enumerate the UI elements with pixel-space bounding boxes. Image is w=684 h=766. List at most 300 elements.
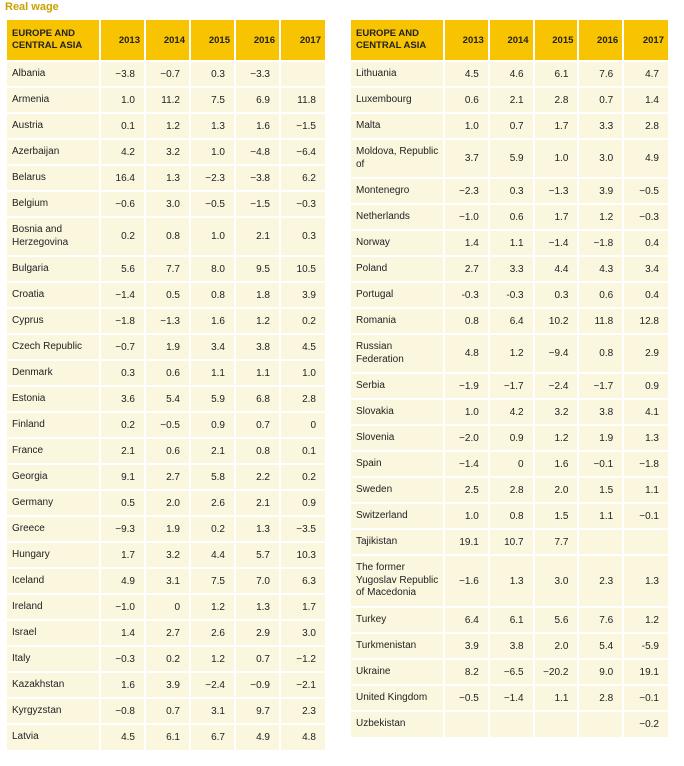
value-cell: 4.1 [623, 399, 668, 425]
value-cell: 2.1 [235, 217, 280, 256]
country-cell: Lithuania [351, 61, 444, 87]
value-cell: 9.1 [100, 464, 145, 490]
country-cell: Luxembourg [351, 87, 444, 113]
column-header-country: EUROPE AND CENTRAL ASIA [7, 20, 100, 61]
value-cell: 2.8 [489, 477, 534, 503]
table-row [7, 568, 325, 594]
value-cell: 6.4 [444, 607, 489, 633]
country-cell: Turkey [351, 607, 444, 633]
value-cell: 3.1 [145, 568, 190, 594]
value-cell: 1.0 [444, 113, 489, 139]
country-cell: Turkmenistan [351, 633, 444, 659]
country-cell: Hungary [7, 542, 100, 568]
country-cell: The former Yugoslav Republic of Macedonia [351, 555, 444, 607]
table-header-row [351, 20, 668, 61]
value-cell [623, 529, 668, 555]
country-cell: Slovakia [351, 399, 444, 425]
value-cell: 1.3 [190, 113, 235, 139]
value-cell: −0.8 [100, 698, 145, 724]
country-cell: Belgium [7, 191, 100, 217]
value-cell: 0.4 [623, 282, 668, 308]
table-row [7, 386, 325, 412]
value-cell: 7.7 [145, 256, 190, 282]
column-header-year: 2017 [280, 20, 325, 61]
country-cell: Latvia [7, 724, 100, 750]
country-cell: Moldova, Republic of [351, 139, 444, 178]
country-cell: Greece [7, 516, 100, 542]
value-cell: 1.5 [578, 477, 623, 503]
value-cell: 0.6 [145, 438, 190, 464]
value-cell: 1.0 [280, 360, 325, 386]
value-cell: 2.2 [235, 464, 280, 490]
value-cell: 3.9 [280, 282, 325, 308]
value-cell: 7.6 [578, 61, 623, 87]
value-cell: −0.7 [145, 61, 190, 87]
value-cell: 1.7 [100, 542, 145, 568]
value-cell: 2.1 [100, 438, 145, 464]
country-cell: Italy [7, 646, 100, 672]
country-cell: Austria [7, 113, 100, 139]
value-cell: 0.8 [190, 282, 235, 308]
table-row [7, 256, 325, 282]
value-cell: 2.6 [190, 620, 235, 646]
table-row [7, 334, 325, 360]
country-cell: Cyprus [7, 308, 100, 334]
value-cell: −1.3 [145, 308, 190, 334]
value-cell [578, 529, 623, 555]
value-cell: 1.3 [235, 594, 280, 620]
table-row [351, 425, 668, 451]
value-cell: 4.2 [489, 399, 534, 425]
value-cell: 0.6 [145, 360, 190, 386]
column-header-country: EUROPE AND CENTRAL ASIA [351, 20, 444, 61]
value-cell: 8.2 [444, 659, 489, 685]
country-cell: Bulgaria [7, 256, 100, 282]
table-row [7, 698, 325, 724]
value-cell: 11.8 [280, 87, 325, 113]
value-cell: 7.7 [534, 529, 579, 555]
value-cell: −6.4 [280, 139, 325, 165]
value-cell: 9.0 [578, 659, 623, 685]
value-cell [534, 711, 579, 737]
value-cell: 2.0 [534, 477, 579, 503]
table-row [7, 542, 325, 568]
value-cell: 0.7 [235, 646, 280, 672]
country-cell: Ukraine [351, 659, 444, 685]
value-cell: 0.8 [145, 217, 190, 256]
value-cell: 0.7 [578, 87, 623, 113]
table-row [351, 334, 668, 373]
value-cell: −6.5 [489, 659, 534, 685]
country-cell: Finland [7, 412, 100, 438]
value-cell: 0.3 [534, 282, 579, 308]
value-cell: 0.8 [235, 438, 280, 464]
value-cell: 4.9 [235, 724, 280, 750]
country-cell: Poland [351, 256, 444, 282]
value-cell: 0.2 [280, 308, 325, 334]
value-cell: 7.5 [190, 568, 235, 594]
value-cell: 3.0 [578, 139, 623, 178]
value-cell: 0.4 [623, 230, 668, 256]
country-cell: Romania [351, 308, 444, 334]
value-cell: 6.4 [489, 308, 534, 334]
value-cell: 4.5 [280, 334, 325, 360]
value-cell: 0 [280, 412, 325, 438]
value-cell: 3.3 [578, 113, 623, 139]
value-cell: 3.0 [145, 191, 190, 217]
real-wage-table-left [7, 20, 325, 750]
value-cell: −3.5 [280, 516, 325, 542]
value-cell: 5.7 [235, 542, 280, 568]
value-cell: 3.9 [145, 672, 190, 698]
table-row [351, 555, 668, 607]
value-cell: 1.3 [235, 516, 280, 542]
country-cell: Belarus [7, 165, 100, 191]
country-cell: Bosnia and Herzegovina [7, 217, 100, 256]
value-cell: −0.3 [280, 191, 325, 217]
value-cell: 3.9 [444, 633, 489, 659]
value-cell: 4.9 [100, 568, 145, 594]
value-cell: 2.1 [235, 490, 280, 516]
value-cell: 3.8 [578, 399, 623, 425]
value-cell: 1.2 [190, 594, 235, 620]
value-cell: 1.9 [145, 334, 190, 360]
country-cell: Malta [351, 113, 444, 139]
value-cell: −4.8 [235, 139, 280, 165]
value-cell: 4.9 [623, 139, 668, 178]
column-header-year: 2014 [489, 20, 534, 61]
column-header-year: 2013 [444, 20, 489, 61]
table-row [351, 282, 668, 308]
value-cell: 1.0 [444, 503, 489, 529]
value-cell: 5.8 [190, 464, 235, 490]
column-header-year: 2015 [190, 20, 235, 61]
value-cell: −1.3 [534, 178, 579, 204]
value-cell: −2.4 [190, 672, 235, 698]
value-cell: 2.8 [280, 386, 325, 412]
value-cell: 1.2 [623, 607, 668, 633]
value-cell: 2.7 [145, 620, 190, 646]
value-cell: 0.9 [623, 373, 668, 399]
column-header-year: 2016 [578, 20, 623, 61]
value-cell: −1.7 [578, 373, 623, 399]
value-cell: −1.0 [100, 594, 145, 620]
value-cell: 1.9 [145, 516, 190, 542]
table-row [351, 178, 668, 204]
table-row [7, 165, 325, 191]
table-row [7, 282, 325, 308]
value-cell: 2.9 [623, 334, 668, 373]
value-cell: 1.2 [578, 204, 623, 230]
value-cell: 2.5 [444, 477, 489, 503]
country-cell: Netherlands [351, 204, 444, 230]
value-cell: 1.0 [534, 139, 579, 178]
table-row [351, 685, 668, 711]
value-cell: 3.4 [190, 334, 235, 360]
value-cell: 1.0 [100, 87, 145, 113]
value-cell: −1.4 [100, 282, 145, 308]
value-cell: −0.1 [623, 503, 668, 529]
value-cell: -0.3 [489, 282, 534, 308]
value-cell: 5.9 [190, 386, 235, 412]
value-cell: −0.2 [623, 711, 668, 737]
value-cell: 2.1 [489, 87, 534, 113]
country-cell: Azerbaijan [7, 139, 100, 165]
value-cell: 1.6 [190, 308, 235, 334]
value-cell: −0.1 [578, 451, 623, 477]
value-cell: −1.5 [235, 191, 280, 217]
value-cell: 6.1 [145, 724, 190, 750]
country-cell: Croatia [7, 282, 100, 308]
value-cell: 0.6 [489, 204, 534, 230]
value-cell: 6.9 [235, 87, 280, 113]
value-cell: 0.8 [444, 308, 489, 334]
country-cell: Tajikistan [351, 529, 444, 555]
value-cell: 2.3 [578, 555, 623, 607]
country-cell: Montenegro [351, 178, 444, 204]
value-cell: 3.6 [100, 386, 145, 412]
value-cell: 0.9 [190, 412, 235, 438]
value-cell: 10.3 [280, 542, 325, 568]
value-cell: 1.1 [623, 477, 668, 503]
value-cell: 9.7 [235, 698, 280, 724]
table-row [7, 217, 325, 256]
value-cell: 7.0 [235, 568, 280, 594]
value-cell: 3.3 [489, 256, 534, 282]
value-cell: 1.2 [489, 334, 534, 373]
column-header-year: 2013 [100, 20, 145, 61]
value-cell: −1.6 [444, 555, 489, 607]
value-cell: 1.2 [190, 646, 235, 672]
value-cell: 1.0 [444, 399, 489, 425]
value-cell: 1.6 [100, 672, 145, 698]
country-cell: Albania [7, 61, 100, 87]
column-header-year: 2015 [534, 20, 579, 61]
value-cell: −0.6 [100, 191, 145, 217]
table-row [351, 204, 668, 230]
value-cell: 5.4 [578, 633, 623, 659]
value-cell: 0.8 [489, 503, 534, 529]
value-cell: 1.3 [489, 555, 534, 607]
table-row [351, 633, 668, 659]
value-cell: 7.6 [578, 607, 623, 633]
country-cell: Slovenia [351, 425, 444, 451]
value-cell: 0.7 [145, 698, 190, 724]
table-row [7, 516, 325, 542]
country-cell: Czech Republic [7, 334, 100, 360]
country-cell: Kazakhstan [7, 672, 100, 698]
value-cell: −0.7 [100, 334, 145, 360]
column-header-year: 2016 [235, 20, 280, 61]
table-row [351, 607, 668, 633]
value-cell: 1.1 [489, 230, 534, 256]
value-cell: −1.8 [623, 451, 668, 477]
value-cell: 0.2 [190, 516, 235, 542]
value-cell: 4.5 [100, 724, 145, 750]
value-cell: 0.8 [578, 334, 623, 373]
value-cell: 1.1 [578, 503, 623, 529]
value-cell: 1.4 [444, 230, 489, 256]
country-cell: Georgia [7, 464, 100, 490]
value-cell: 2.8 [623, 113, 668, 139]
value-cell: 4.4 [534, 256, 579, 282]
value-cell: 0.2 [145, 646, 190, 672]
country-cell: Switzerland [351, 503, 444, 529]
value-cell: −1.4 [444, 451, 489, 477]
value-cell: −3.8 [100, 61, 145, 87]
country-cell: Ireland [7, 594, 100, 620]
country-cell: Israel [7, 620, 100, 646]
value-cell: 0 [489, 451, 534, 477]
country-cell: Estonia [7, 386, 100, 412]
table-row [7, 87, 325, 113]
value-cell: 3.9 [578, 178, 623, 204]
table-body [351, 61, 668, 737]
value-cell: 0.5 [145, 282, 190, 308]
country-cell: Serbia [351, 373, 444, 399]
value-cell: 4.4 [190, 542, 235, 568]
value-cell: 2.1 [190, 438, 235, 464]
value-cell: 0.1 [280, 438, 325, 464]
value-cell: 0.2 [100, 412, 145, 438]
value-cell: 5.9 [489, 139, 534, 178]
value-cell: 2.7 [444, 256, 489, 282]
value-cell: 0.6 [444, 87, 489, 113]
value-cell: 5.4 [145, 386, 190, 412]
value-cell: 1.9 [578, 425, 623, 451]
table-row [351, 477, 668, 503]
value-cell: 4.5 [444, 61, 489, 87]
value-cell: −1.7 [489, 373, 534, 399]
value-cell: 4.3 [578, 256, 623, 282]
value-cell: 3.0 [534, 555, 579, 607]
table-row [7, 139, 325, 165]
country-cell: Norway [351, 230, 444, 256]
table-row [351, 113, 668, 139]
value-cell: −1.5 [280, 113, 325, 139]
value-cell: 0.3 [190, 61, 235, 87]
value-cell: 1.2 [145, 113, 190, 139]
country-cell: Kyrgyzstan [7, 698, 100, 724]
table-row [7, 61, 325, 87]
value-cell: 3.8 [489, 633, 534, 659]
value-cell: 3.0 [280, 620, 325, 646]
value-cell: 4.8 [280, 724, 325, 750]
value-cell: −0.3 [623, 204, 668, 230]
table-row [7, 672, 325, 698]
table-row [351, 399, 668, 425]
value-cell: −0.5 [190, 191, 235, 217]
value-cell: −20.2 [534, 659, 579, 685]
value-cell: −0.9 [235, 672, 280, 698]
value-cell: 0 [145, 594, 190, 620]
value-cell: 0.2 [280, 464, 325, 490]
country-cell: Uzbekistan [351, 711, 444, 737]
value-cell: 6.7 [190, 724, 235, 750]
country-cell: Denmark [7, 360, 100, 386]
value-cell: 1.4 [623, 87, 668, 113]
value-cell: 0.3 [280, 217, 325, 256]
value-cell: 3.2 [145, 542, 190, 568]
value-cell: 4.8 [444, 334, 489, 373]
value-cell: −9.3 [100, 516, 145, 542]
value-cell: 0.3 [100, 360, 145, 386]
value-cell: 3.2 [534, 399, 579, 425]
value-cell: 3.8 [235, 334, 280, 360]
value-cell: 19.1 [444, 529, 489, 555]
value-cell: 1.4 [100, 620, 145, 646]
value-cell: 1.3 [145, 165, 190, 191]
value-cell: 1.7 [534, 113, 579, 139]
table-row [351, 451, 668, 477]
value-cell: −0.5 [623, 178, 668, 204]
value-cell: 0.6 [578, 282, 623, 308]
value-cell: 0.9 [489, 425, 534, 451]
value-cell: 0.9 [280, 490, 325, 516]
country-cell: Armenia [7, 87, 100, 113]
value-cell [489, 711, 534, 737]
table-row [351, 711, 668, 737]
value-cell: 6.8 [235, 386, 280, 412]
table-row [7, 412, 325, 438]
value-cell: 1.6 [534, 451, 579, 477]
value-cell: 3.4 [623, 256, 668, 282]
value-cell: 2.8 [534, 87, 579, 113]
value-cell: 2.9 [235, 620, 280, 646]
value-cell: −1.2 [280, 646, 325, 672]
table-row [7, 360, 325, 386]
value-cell: -0.3 [444, 282, 489, 308]
value-cell: 3.7 [444, 139, 489, 178]
column-header-year: 2014 [145, 20, 190, 61]
table-header-row [7, 20, 325, 61]
value-cell: 10.7 [489, 529, 534, 555]
value-cell: 19.1 [623, 659, 668, 685]
value-cell: 2.7 [145, 464, 190, 490]
value-cell: 10.5 [280, 256, 325, 282]
value-cell: 1.3 [623, 425, 668, 451]
value-cell: 7.5 [190, 87, 235, 113]
page-title: Real wage [5, 1, 59, 13]
table-row [351, 139, 668, 178]
value-cell: 11.8 [578, 308, 623, 334]
value-cell: 6.2 [280, 165, 325, 191]
value-cell: −2.1 [280, 672, 325, 698]
value-cell: 3.1 [190, 698, 235, 724]
table-body [7, 61, 325, 750]
value-cell: −2.4 [534, 373, 579, 399]
value-cell: 0.7 [489, 113, 534, 139]
country-cell: Portugal [351, 282, 444, 308]
table-row [7, 646, 325, 672]
table-row [351, 373, 668, 399]
value-cell: −2.3 [190, 165, 235, 191]
table-row [7, 490, 325, 516]
country-cell: France [7, 438, 100, 464]
value-cell: 3.2 [145, 139, 190, 165]
value-cell: 9.5 [235, 256, 280, 282]
country-cell: United Kingdom [351, 685, 444, 711]
value-cell: 16.4 [100, 165, 145, 191]
value-cell: 0.1 [100, 113, 145, 139]
table-row [351, 256, 668, 282]
value-cell: 0.2 [100, 217, 145, 256]
value-cell: 1.6 [235, 113, 280, 139]
table-row [7, 464, 325, 490]
value-cell: 2.8 [578, 685, 623, 711]
value-cell: 10.2 [534, 308, 579, 334]
value-cell [444, 711, 489, 737]
